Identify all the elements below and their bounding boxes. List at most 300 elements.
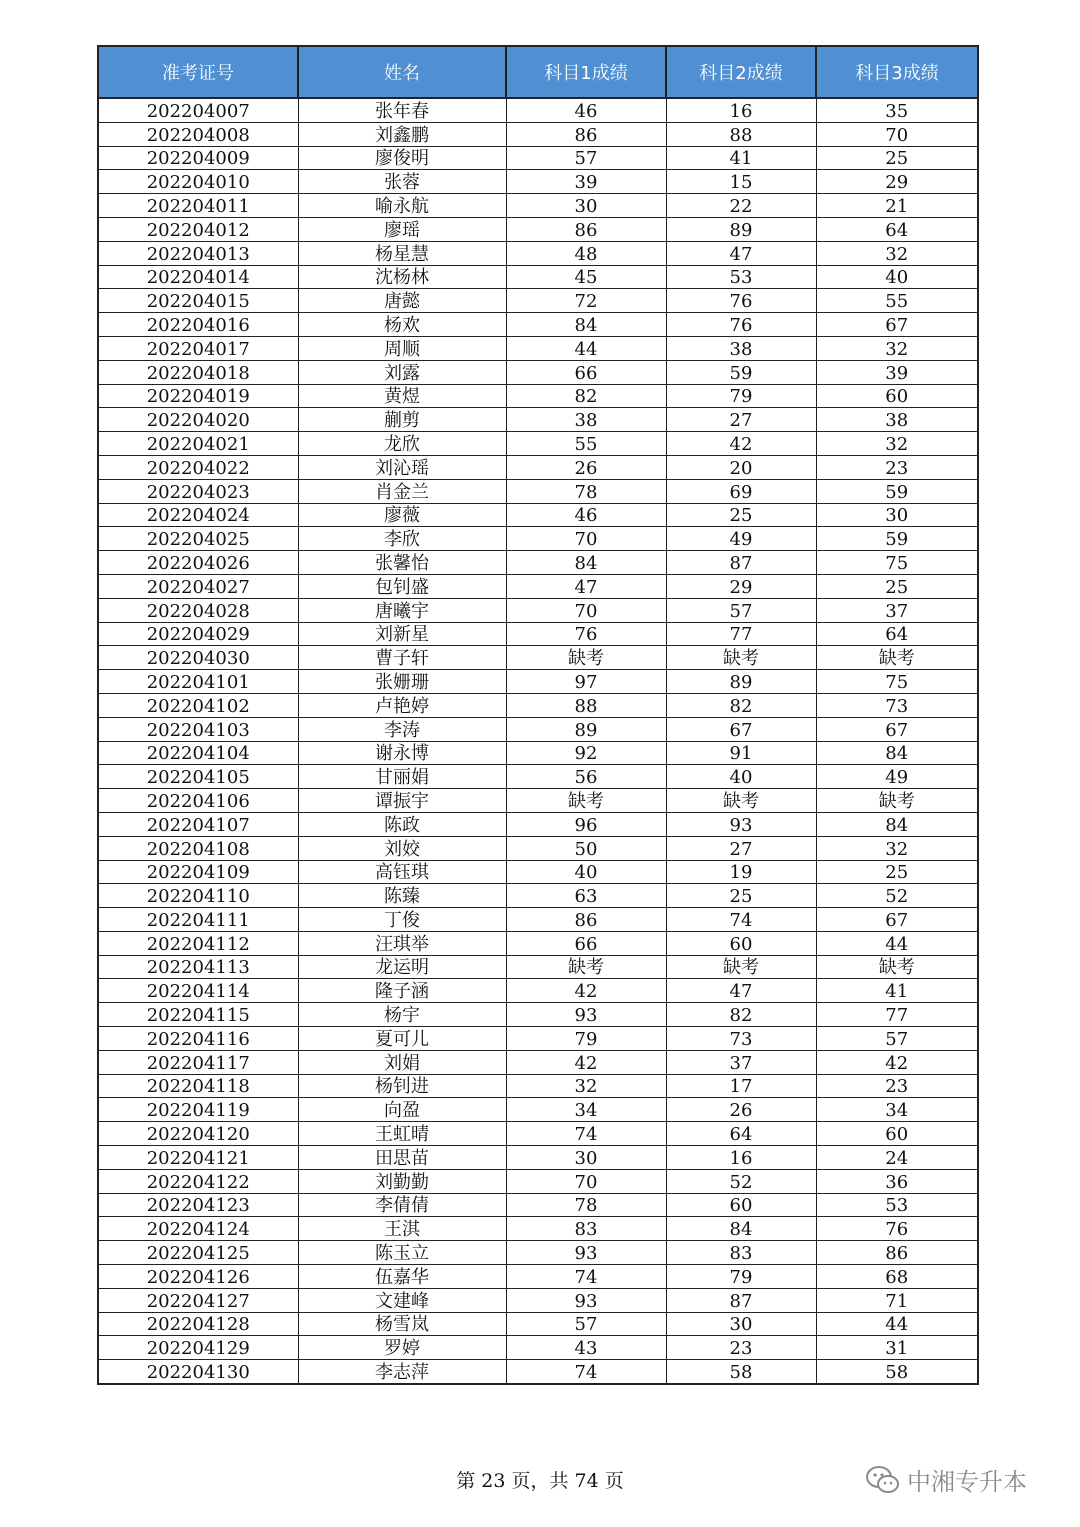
cell-subject3-score: 60 <box>816 384 978 408</box>
table-row <box>98 1074 978 1098</box>
cell-subject2-score: 16 <box>666 98 816 122</box>
cell-subject2-score: 53 <box>666 265 816 289</box>
cell-subject3-score: 76 <box>816 1217 978 1241</box>
cell-exam-id: 202204113 <box>98 955 298 979</box>
table-row <box>98 1050 978 1074</box>
cell-name: 李涛 <box>298 717 506 741</box>
cell-subject2-score: 49 <box>666 527 816 551</box>
table-row <box>98 812 978 836</box>
table-row <box>98 1003 978 1027</box>
cell-subject3-score: 30 <box>816 503 978 527</box>
cell-subject3-score: 39 <box>816 360 978 384</box>
cell-name: 王虹晴 <box>298 1122 506 1146</box>
table-row <box>98 122 978 146</box>
cell-subject3-score: 84 <box>816 741 978 765</box>
cell-subject2-score: 77 <box>666 622 816 646</box>
table-row <box>98 336 978 360</box>
cell-exam-id: 202204103 <box>98 717 298 741</box>
cell-subject1-score: 42 <box>506 979 666 1003</box>
cell-exam-id: 202204015 <box>98 289 298 313</box>
cell-exam-id: 202204128 <box>98 1312 298 1336</box>
table-row <box>98 955 978 979</box>
cell-subject2-score: 89 <box>666 670 816 694</box>
cell-subject3-score: 84 <box>816 812 978 836</box>
cell-exam-id: 202204009 <box>98 146 298 170</box>
cell-subject2-score: 16 <box>666 1146 816 1170</box>
cell-exam-id: 202204008 <box>98 122 298 146</box>
table-row <box>98 241 978 265</box>
cell-subject1-score: 44 <box>506 336 666 360</box>
cell-exam-id: 202204120 <box>98 1122 298 1146</box>
cell-subject1-score: 70 <box>506 598 666 622</box>
cell-subject2-score: 83 <box>666 1241 816 1265</box>
cell-subject2-score: 缺考 <box>666 789 816 813</box>
cell-subject3-score: 32 <box>816 336 978 360</box>
cell-subject2-score: 47 <box>666 979 816 1003</box>
cell-subject2-score: 22 <box>666 194 816 218</box>
table-row <box>98 1241 978 1265</box>
table-row <box>98 979 978 1003</box>
table-row <box>98 194 978 218</box>
cell-subject1-score: 93 <box>506 1003 666 1027</box>
cell-subject3-score: 77 <box>816 1003 978 1027</box>
cell-subject2-score: 89 <box>666 217 816 241</box>
cell-subject3-score: 23 <box>816 1074 978 1098</box>
cell-subject2-score: 30 <box>666 1312 816 1336</box>
cell-exam-id: 202204118 <box>98 1074 298 1098</box>
cell-subject1-score: 70 <box>506 527 666 551</box>
cell-exam-id: 202204017 <box>98 336 298 360</box>
cell-subject3-score: 75 <box>816 551 978 575</box>
cell-name: 刘勤勤 <box>298 1169 506 1193</box>
cell-subject3-score: 71 <box>816 1288 978 1312</box>
cell-subject1-score: 93 <box>506 1241 666 1265</box>
cell-exam-id: 202204030 <box>98 646 298 670</box>
cell-subject2-score: 19 <box>666 860 816 884</box>
cell-name: 陈玉立 <box>298 1241 506 1265</box>
table-row <box>98 693 978 717</box>
cell-exam-id: 202204026 <box>98 551 298 575</box>
cell-subject2-score: 79 <box>666 1265 816 1289</box>
cell-subject1-score: 84 <box>506 551 666 575</box>
cell-subject2-score: 29 <box>666 574 816 598</box>
cell-subject2-score: 25 <box>666 503 816 527</box>
cell-exam-id: 202204117 <box>98 1050 298 1074</box>
table-row <box>98 1288 978 1312</box>
cell-exam-id: 202204110 <box>98 884 298 908</box>
cell-subject1-score: 40 <box>506 860 666 884</box>
cell-subject1-score: 57 <box>506 146 666 170</box>
cell-subject3-score: 44 <box>816 931 978 955</box>
cell-name: 蒯剪 <box>298 408 506 432</box>
cell-name: 杨欢 <box>298 313 506 337</box>
cell-subject1-score: 46 <box>506 98 666 122</box>
cell-exam-id: 202204027 <box>98 574 298 598</box>
cell-subject1-score: 42 <box>506 1050 666 1074</box>
table-row <box>98 931 978 955</box>
cell-exam-id: 202204019 <box>98 384 298 408</box>
cell-subject2-score: 58 <box>666 1360 816 1384</box>
wechat-icon <box>865 1465 901 1495</box>
cell-name: 夏可儿 <box>298 1027 506 1051</box>
cell-exam-id: 202204025 <box>98 527 298 551</box>
table-row <box>98 1217 978 1241</box>
cell-exam-id: 202204013 <box>98 241 298 265</box>
cell-subject1-score: 84 <box>506 313 666 337</box>
table-row <box>98 741 978 765</box>
cell-subject3-score: 49 <box>816 765 978 789</box>
cell-name: 沈杨林 <box>298 265 506 289</box>
table-row <box>98 574 978 598</box>
cell-name: 张年春 <box>298 98 506 122</box>
table-row <box>98 908 978 932</box>
cell-subject1-score: 89 <box>506 717 666 741</box>
cell-name: 张姗珊 <box>298 670 506 694</box>
cell-subject1-score: 74 <box>506 1122 666 1146</box>
cell-subject3-score: 35 <box>816 98 978 122</box>
cell-subject1-score: 66 <box>506 360 666 384</box>
cell-subject1-score: 56 <box>506 765 666 789</box>
cell-subject2-score: 60 <box>666 931 816 955</box>
cell-subject2-score: 37 <box>666 1050 816 1074</box>
cell-subject3-score: 59 <box>816 479 978 503</box>
table-row <box>98 98 978 122</box>
cell-subject1-score: 47 <box>506 574 666 598</box>
cell-exam-id: 202204130 <box>98 1360 298 1384</box>
table-row <box>98 789 978 813</box>
cell-subject2-score: 40 <box>666 765 816 789</box>
table-row <box>98 384 978 408</box>
cell-subject3-score: 57 <box>816 1027 978 1051</box>
cell-subject1-score: 70 <box>506 1169 666 1193</box>
table-row <box>98 408 978 432</box>
table-row <box>98 479 978 503</box>
cell-subject3-score: 25 <box>816 860 978 884</box>
cell-exam-id: 202204011 <box>98 194 298 218</box>
cell-subject1-score: 46 <box>506 503 666 527</box>
cell-exam-id: 202204104 <box>98 741 298 765</box>
page-number: 第 23 页，共 74 页 <box>456 1470 624 1492</box>
cell-subject1-score: 86 <box>506 217 666 241</box>
table-row <box>98 1265 978 1289</box>
cell-subject2-score: 47 <box>666 241 816 265</box>
watermark <box>865 1462 1027 1497</box>
cell-subject3-score: 23 <box>816 455 978 479</box>
cell-subject2-score: 93 <box>666 812 816 836</box>
cell-name: 谭振宇 <box>298 789 506 813</box>
score-table <box>97 45 979 1385</box>
cell-subject3-score: 75 <box>816 670 978 694</box>
cell-subject3-score: 86 <box>816 1241 978 1265</box>
cell-subject2-score: 缺考 <box>666 646 816 670</box>
cell-exam-id: 202204105 <box>98 765 298 789</box>
cell-subject1-score: 92 <box>506 741 666 765</box>
table-row <box>98 717 978 741</box>
cell-name: 李倩倩 <box>298 1193 506 1217</box>
cell-subject2-score: 73 <box>666 1027 816 1051</box>
table-row <box>98 146 978 170</box>
cell-subject3-score: 37 <box>816 598 978 622</box>
cell-subject2-score: 76 <box>666 313 816 337</box>
cell-subject3-score: 36 <box>816 1169 978 1193</box>
cell-exam-id: 202204108 <box>98 836 298 860</box>
cell-subject3-score: 29 <box>816 170 978 194</box>
cell-subject3-score: 25 <box>816 574 978 598</box>
cell-subject1-score: 26 <box>506 455 666 479</box>
cell-name: 隆子涵 <box>298 979 506 1003</box>
cell-exam-id: 202204010 <box>98 170 298 194</box>
cell-name: 张蓉 <box>298 170 506 194</box>
cell-subject3-score: 44 <box>816 1312 978 1336</box>
table-row <box>98 622 978 646</box>
cell-name: 伍嘉华 <box>298 1265 506 1289</box>
table-row <box>98 527 978 551</box>
table-row <box>98 1098 978 1122</box>
cell-subject1-score: 83 <box>506 1217 666 1241</box>
header-exam-id: 准考证号 <box>98 46 298 98</box>
cell-subject3-score: 40 <box>816 265 978 289</box>
cell-subject2-score: 17 <box>666 1074 816 1098</box>
cell-subject2-score: 88 <box>666 122 816 146</box>
cell-name: 肖金兰 <box>298 479 506 503</box>
cell-subject3-score: 21 <box>816 194 978 218</box>
cell-subject3-score: 34 <box>816 1098 978 1122</box>
cell-subject3-score: 67 <box>816 313 978 337</box>
cell-subject1-score: 50 <box>506 836 666 860</box>
cell-name: 周顺 <box>298 336 506 360</box>
cell-name: 包钊盛 <box>298 574 506 598</box>
cell-subject2-score: 87 <box>666 1288 816 1312</box>
cell-exam-id: 202204116 <box>98 1027 298 1051</box>
cell-subject2-score: 25 <box>666 884 816 908</box>
watermark-text: 中湘专升本 <box>907 1468 1027 1496</box>
cell-subject1-score: 86 <box>506 122 666 146</box>
cell-exam-id: 202204127 <box>98 1288 298 1312</box>
cell-name: 田思苗 <box>298 1146 506 1170</box>
cell-subject3-score: 60 <box>816 1122 978 1146</box>
cell-subject2-score: 42 <box>666 432 816 456</box>
cell-subject2-score: 79 <box>666 384 816 408</box>
cell-name: 罗婷 <box>298 1336 506 1360</box>
cell-name: 王淇 <box>298 1217 506 1241</box>
cell-name: 李欣 <box>298 527 506 551</box>
cell-name: 刘新星 <box>298 622 506 646</box>
cell-subject2-score: 59 <box>666 360 816 384</box>
cell-subject1-score: 88 <box>506 693 666 717</box>
cell-subject1-score: 30 <box>506 194 666 218</box>
cell-name: 廖俊明 <box>298 146 506 170</box>
cell-subject3-score: 73 <box>816 693 978 717</box>
table-header-row <box>98 46 978 98</box>
cell-name: 汪琪举 <box>298 931 506 955</box>
cell-exam-id: 202204018 <box>98 360 298 384</box>
cell-name: 唐曦宇 <box>298 598 506 622</box>
cell-subject3-score: 67 <box>816 908 978 932</box>
cell-exam-id: 202204020 <box>98 408 298 432</box>
cell-subject3-score: 53 <box>816 1193 978 1217</box>
cell-exam-id: 202204119 <box>98 1098 298 1122</box>
cell-subject1-score: 74 <box>506 1360 666 1384</box>
cell-subject1-score: 78 <box>506 479 666 503</box>
table-row <box>98 170 978 194</box>
cell-subject1-score: 缺考 <box>506 646 666 670</box>
cell-subject1-score: 93 <box>506 1288 666 1312</box>
header-subject2-score: 科目2成绩 <box>666 46 816 98</box>
cell-name: 杨宇 <box>298 1003 506 1027</box>
cell-subject1-score: 74 <box>506 1265 666 1289</box>
cell-subject3-score: 67 <box>816 717 978 741</box>
cell-name: 向盈 <box>298 1098 506 1122</box>
cell-name: 高钰琪 <box>298 860 506 884</box>
cell-subject2-score: 91 <box>666 741 816 765</box>
cell-subject3-score: 缺考 <box>816 955 978 979</box>
cell-subject3-score: 41 <box>816 979 978 1003</box>
table-row <box>98 765 978 789</box>
cell-name: 刘露 <box>298 360 506 384</box>
cell-subject1-score: 66 <box>506 931 666 955</box>
cell-subject1-score: 43 <box>506 1336 666 1360</box>
cell-exam-id: 202204029 <box>98 622 298 646</box>
cell-subject2-score: 52 <box>666 1169 816 1193</box>
cell-subject1-score: 97 <box>506 670 666 694</box>
cell-name: 张馨怡 <box>298 551 506 575</box>
cell-subject1-score: 39 <box>506 170 666 194</box>
cell-subject1-score: 48 <box>506 241 666 265</box>
cell-subject3-score: 64 <box>816 217 978 241</box>
cell-subject3-score: 59 <box>816 527 978 551</box>
table-row <box>98 503 978 527</box>
cell-subject2-score: 74 <box>666 908 816 932</box>
cell-exam-id: 202204102 <box>98 693 298 717</box>
cell-subject1-score: 72 <box>506 289 666 313</box>
cell-exam-id: 202204016 <box>98 313 298 337</box>
cell-subject1-score: 55 <box>506 432 666 456</box>
cell-name: 刘鑫鹏 <box>298 122 506 146</box>
table-row <box>98 884 978 908</box>
cell-name: 刘姣 <box>298 836 506 860</box>
cell-subject1-score: 96 <box>506 812 666 836</box>
cell-exam-id: 202204101 <box>98 670 298 694</box>
cell-exam-id: 202204107 <box>98 812 298 836</box>
cell-subject2-score: 26 <box>666 1098 816 1122</box>
cell-exam-id: 202204028 <box>98 598 298 622</box>
cell-subject3-score: 31 <box>816 1336 978 1360</box>
cell-subject2-score: 87 <box>666 551 816 575</box>
cell-subject3-score: 32 <box>816 836 978 860</box>
cell-exam-id: 202204114 <box>98 979 298 1003</box>
cell-exam-id: 202204124 <box>98 1217 298 1241</box>
cell-subject1-score: 缺考 <box>506 789 666 813</box>
cell-exam-id: 202204122 <box>98 1169 298 1193</box>
table-row <box>98 1336 978 1360</box>
table-row <box>98 551 978 575</box>
cell-name: 卢艳婷 <box>298 693 506 717</box>
cell-subject2-score: 69 <box>666 479 816 503</box>
cell-subject1-score: 38 <box>506 408 666 432</box>
cell-subject3-score: 68 <box>816 1265 978 1289</box>
table-row <box>98 265 978 289</box>
cell-subject3-score: 缺考 <box>816 789 978 813</box>
cell-exam-id: 202204126 <box>98 1265 298 1289</box>
table-row <box>98 1193 978 1217</box>
cell-name: 喻永航 <box>298 194 506 218</box>
cell-subject2-score: 60 <box>666 1193 816 1217</box>
cell-exam-id: 202204007 <box>98 98 298 122</box>
table-row <box>98 313 978 337</box>
cell-name: 谢永博 <box>298 741 506 765</box>
cell-subject1-score: 45 <box>506 265 666 289</box>
table-row <box>98 1312 978 1336</box>
cell-name: 廖薇 <box>298 503 506 527</box>
cell-exam-id: 202204021 <box>98 432 298 456</box>
table-row <box>98 598 978 622</box>
cell-exam-id: 202204125 <box>98 1241 298 1265</box>
cell-subject3-score: 24 <box>816 1146 978 1170</box>
table-row <box>98 289 978 313</box>
cell-subject2-score: 82 <box>666 1003 816 1027</box>
cell-subject2-score: 27 <box>666 836 816 860</box>
cell-subject2-score: 41 <box>666 146 816 170</box>
cell-subject3-score: 38 <box>816 408 978 432</box>
table-row <box>98 1169 978 1193</box>
cell-exam-id: 202204022 <box>98 455 298 479</box>
header-subject1-score: 科目1成绩 <box>506 46 666 98</box>
cell-subject2-score: 15 <box>666 170 816 194</box>
cell-name: 陈政 <box>298 812 506 836</box>
cell-subject2-score: 缺考 <box>666 955 816 979</box>
cell-name: 杨星慧 <box>298 241 506 265</box>
table-row <box>98 1146 978 1170</box>
cell-subject1-score: 78 <box>506 1193 666 1217</box>
cell-exam-id: 202204023 <box>98 479 298 503</box>
cell-subject1-score: 缺考 <box>506 955 666 979</box>
cell-subject2-score: 27 <box>666 408 816 432</box>
table-row <box>98 860 978 884</box>
cell-subject1-score: 63 <box>506 884 666 908</box>
cell-subject1-score: 76 <box>506 622 666 646</box>
cell-subject1-score: 34 <box>506 1098 666 1122</box>
cell-exam-id: 202204115 <box>98 1003 298 1027</box>
header-name: 姓名 <box>298 46 506 98</box>
cell-subject2-score: 84 <box>666 1217 816 1241</box>
table-body <box>98 98 978 1384</box>
cell-name: 李志萍 <box>298 1360 506 1384</box>
cell-name: 唐懿 <box>298 289 506 313</box>
cell-name: 丁俊 <box>298 908 506 932</box>
cell-name: 廖瑶 <box>298 217 506 241</box>
cell-subject2-score: 20 <box>666 455 816 479</box>
table-row <box>98 670 978 694</box>
cell-subject2-score: 38 <box>666 336 816 360</box>
table-row <box>98 432 978 456</box>
cell-exam-id: 202204024 <box>98 503 298 527</box>
cell-subject2-score: 64 <box>666 1122 816 1146</box>
cell-exam-id: 202204129 <box>98 1336 298 1360</box>
cell-subject3-score: 缺考 <box>816 646 978 670</box>
cell-name: 文建峰 <box>298 1288 506 1312</box>
cell-name: 龙运明 <box>298 955 506 979</box>
cell-exam-id: 202204121 <box>98 1146 298 1170</box>
cell-subject3-score: 58 <box>816 1360 978 1384</box>
cell-subject1-score: 79 <box>506 1027 666 1051</box>
table-row <box>98 455 978 479</box>
cell-subject1-score: 82 <box>506 384 666 408</box>
cell-subject2-score: 23 <box>666 1336 816 1360</box>
cell-subject2-score: 82 <box>666 693 816 717</box>
cell-subject3-score: 64 <box>816 622 978 646</box>
cell-exam-id: 202204106 <box>98 789 298 813</box>
cell-name: 龙欣 <box>298 432 506 456</box>
